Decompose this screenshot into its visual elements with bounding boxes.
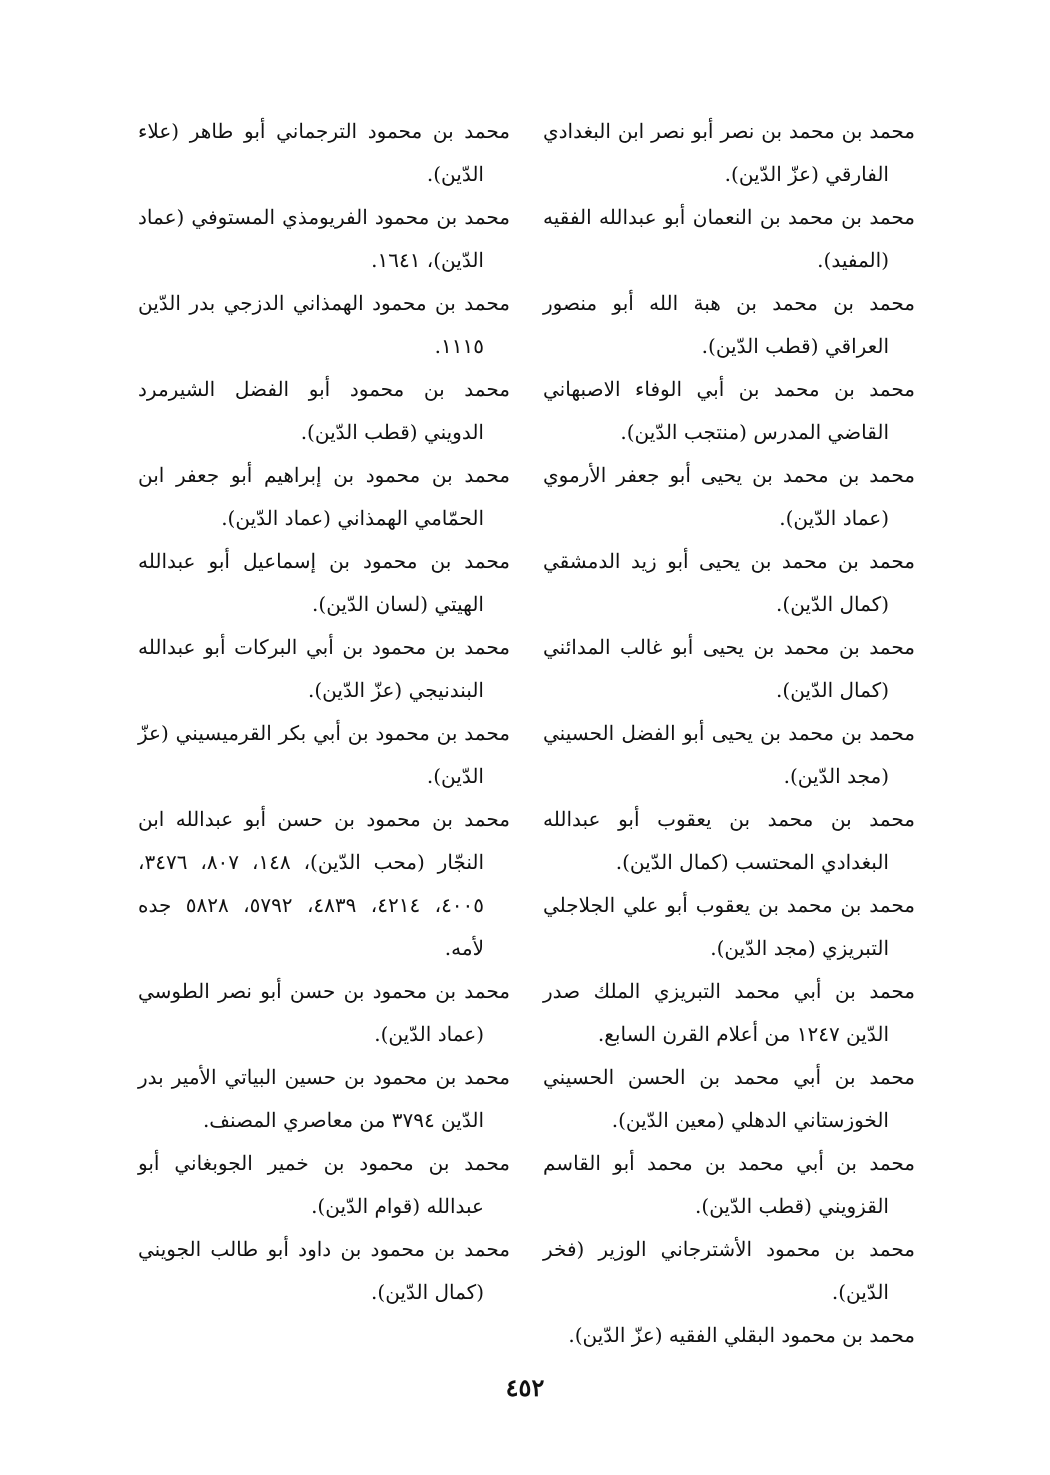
- index-entry: محمد بن محمود البقلي الفقيه (عزّ الدّين).: [568, 1323, 915, 1347]
- index-entry: محمد بن محمد بن أبي الوفاء الاصبهاني القاضي المدرس (منتجب الدّين).: [543, 377, 915, 444]
- index-entry: محمد بن محمود الأشترجاني الوزير (فخر الدّين).: [543, 1237, 915, 1304]
- index-entry: محمد بن محمود بن إسماعيل أبو عبدالله الهيتي (لسان الدّين).: [138, 549, 510, 616]
- index-entry: محمد بن محمود بن إبراهيم أبو جعفر ابن الحمّامي الهمذاني (عماد الدّين).: [138, 463, 510, 530]
- index-entry: محمد بن محمد بن هبة الله أبو منصور العراقي (قطب الدّين).: [543, 291, 915, 358]
- page-number: ٤٥٢: [505, 1373, 545, 1402]
- index-entry: محمد بن محمود بن حسين البياتي الأمير بدر الدّين ٣٧٩٤ من معاصري المصنف.: [138, 1065, 510, 1132]
- index-entry: محمد بن محمد بن نصر أبو نصر ابن البغدادي الفارقي (عزّ الدّين).: [543, 119, 915, 186]
- index-entry: محمد بن محمود الترجماني أبو طاهر (علاء الدّين).: [138, 119, 510, 186]
- index-entry: محمد بن محمد بن يعقوب أبو علي الجلاجلي التبريزي (مجد الدّين).: [543, 893, 915, 960]
- index-entry: محمد بن محمود بن حسن أبو نصر الطوسي (عماد الدّين).: [138, 979, 510, 1046]
- index-entry: محمد بن محمود بن خمير الجوبغاني أبو عبدالله (قوام الدّين).: [138, 1151, 510, 1218]
- index-entry: محمد بن أبي محمد بن الحسن الحسيني الخوزستاني الدهلي (معين الدّين).: [543, 1065, 915, 1132]
- index-entry: محمد بن محمود بن أبي بكر القرميسيني (عزّ الدّين).: [138, 721, 510, 788]
- index-entry: محمد بن محمد بن يحيى أبو جعفر الأرموي (عماد الدّين).: [543, 463, 915, 530]
- index-entry: محمد بن محمود الهمذاني الدزجي بدر الدّين ١١١٥.: [138, 291, 510, 358]
- index-entry: محمد بن محمد بن يحيى أبو الفضل الحسيني (مجد الدّين).: [543, 721, 915, 788]
- index-entry: محمد بن أبي محمد بن محمد أبو القاسم القزويني (قطب الدّين).: [543, 1151, 915, 1218]
- index-entry: محمد بن محمد بن يحيى أبو غالب المدائني (كمال الدّين).: [543, 635, 915, 702]
- index-entry: محمد بن محمود بن أبي البركات أبو عبدالله البندنيجي (عزّ الدّين).: [138, 635, 510, 702]
- index-entry: محمد بن محمد بن يعقوب أبو عبدالله البغدادي المحتسب (كمال الدّين).: [543, 807, 915, 874]
- index-entry: محمد بن محمود أبو الفضل الشيرمرد الدويني (قطب الدّين).: [138, 377, 510, 444]
- index-column-right: [543, 110, 915, 1357]
- index-column-left: [138, 110, 510, 1314]
- index-entry: محمد بن أبي محمد التبريزي الملك صدر الدّين ١٢٤٧ من أعلام القرن السابع.: [543, 979, 915, 1046]
- index-entry: محمد بن محمد بن النعمان أبو عبدالله الفقيه (المفيد).: [543, 205, 915, 272]
- index-entry: محمد بن محمد بن يحيى أبو زيد الدمشقي (كمال الدّين).: [543, 549, 915, 616]
- index-entry: محمد بن محمود بن حسن أبو عبدالله ابن النجّار (محب الدّين)، ١٤٨، ٨٠٧، ٣٤٧٦، ٤٠٠٥، ٤٢١٤، ٤٨٣٩، ٥٧٩٢، ٥٨٢٨ جده لأمه.: [138, 807, 510, 960]
- index-entry: محمد بن محمود بن داود أبو طالب الجويني (كمال الدّين).: [138, 1237, 510, 1304]
- index-entry: محمد بن محمود الفريومذي المستوفي (عماد الدّين)، ١٦٤١.: [138, 205, 510, 272]
